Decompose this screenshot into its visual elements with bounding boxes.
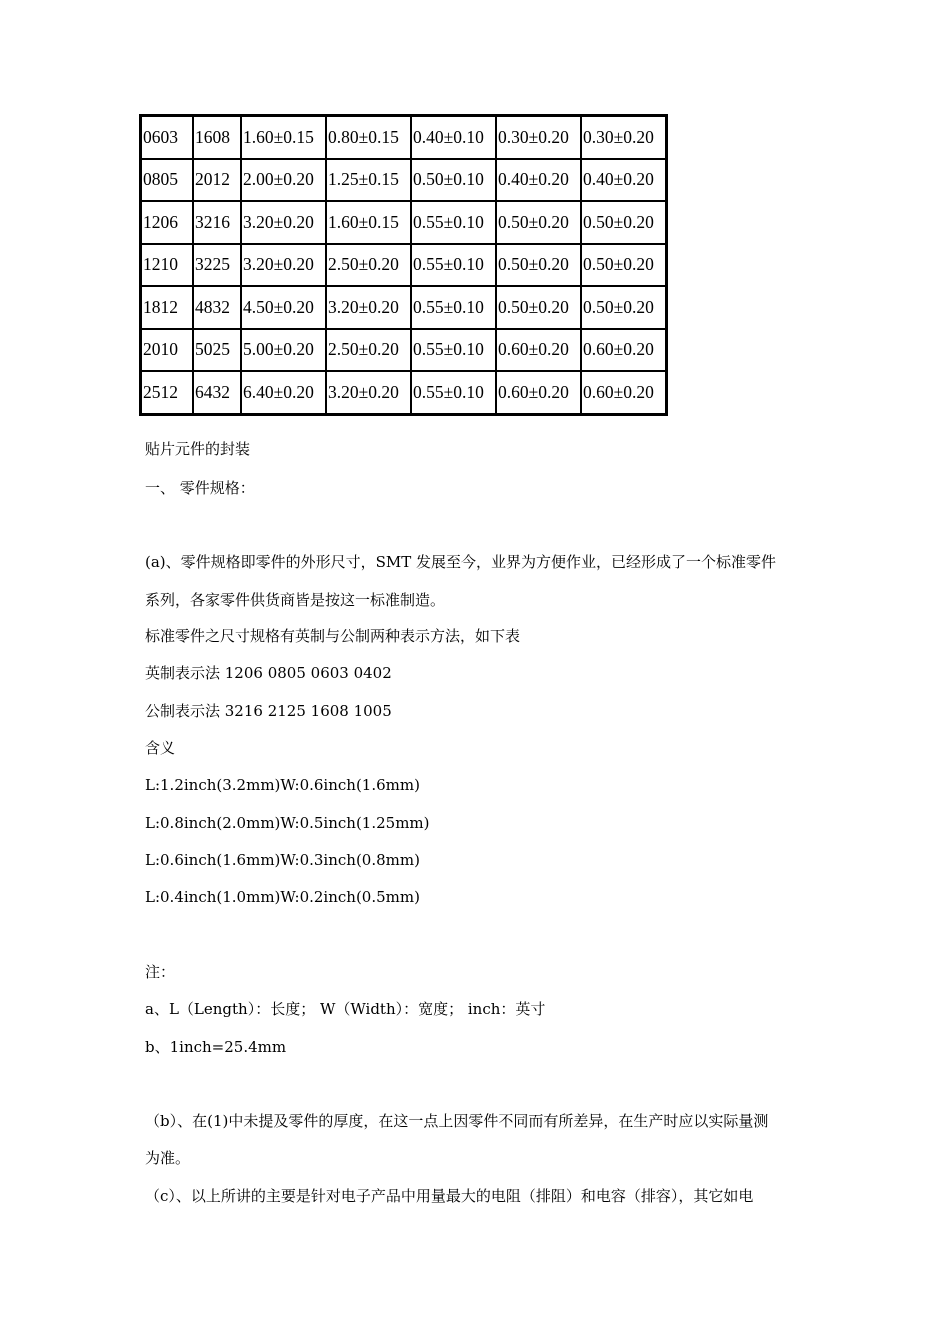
table-cell: 0.60±0.20 xyxy=(496,371,581,414)
table-cell: 6.40±0.20 xyxy=(241,371,326,414)
table-row xyxy=(141,201,667,244)
table-row xyxy=(141,244,667,287)
table-cell: 1206 xyxy=(141,201,194,244)
dimension-1: L:1.2inch(3.2mm)W:0.6inch(1.6mm) xyxy=(145,776,420,794)
table-body xyxy=(141,116,667,415)
table-cell: 4832 xyxy=(193,286,241,329)
table-cell: 0.40±0.10 xyxy=(411,116,496,159)
standard-intro: 标准零件之尺寸规格有英制与公制两种表示方法，如下表 xyxy=(145,627,521,645)
dimension-3: L:0.6inch(1.6mm)W:0.3inch(0.8mm) xyxy=(145,851,420,869)
table-cell: 0.50±0.20 xyxy=(496,201,581,244)
section-title: 一、 零件规格： xyxy=(145,479,255,497)
imperial-notation: 英制表示法 1206 0805 0603 0402 xyxy=(145,664,392,682)
table-row xyxy=(141,116,667,159)
table-cell: 2.50±0.20 xyxy=(326,329,411,372)
table-cell: 0.40±0.20 xyxy=(581,159,667,202)
table-cell: 4.50±0.20 xyxy=(241,286,326,329)
dimension-2: L:0.8inch(2.0mm)W:0.5inch(1.25mm) xyxy=(145,814,430,832)
table-cell: 3225 xyxy=(193,244,241,287)
table-cell: 0.60±0.20 xyxy=(581,329,667,372)
table-cell: 0.50±0.20 xyxy=(581,201,667,244)
table-cell: 2.50±0.20 xyxy=(326,244,411,287)
table-row xyxy=(141,329,667,372)
page-heading: 贴片元件的封装 xyxy=(145,440,251,458)
table-cell: 0.30±0.20 xyxy=(581,116,667,159)
paragraph-a-line1: (a)、零件规格即零件的外形尺寸，SMT 发展至今，业界为方便作业，已经形成了一个标准零件 xyxy=(145,553,777,571)
note-label: 注： xyxy=(145,963,176,981)
paragraph-b-line2: 为准。 xyxy=(145,1149,191,1167)
table-cell: 1.25±0.15 xyxy=(326,159,411,202)
table-row xyxy=(141,159,667,202)
table-cell: 0.40±0.20 xyxy=(496,159,581,202)
table-cell: 3.20±0.20 xyxy=(326,286,411,329)
table-cell: 0.55±0.10 xyxy=(411,244,496,287)
note-a: a、L（Length）：长度； W（Width）：宽度； inch：英寸 xyxy=(145,1000,546,1018)
table-cell: 3216 xyxy=(193,201,241,244)
table-cell: 0.55±0.10 xyxy=(411,286,496,329)
table-cell: 0.50±0.20 xyxy=(581,286,667,329)
paragraph-b-line1: （b）、在(1)中未提及零件的厚度，在这一点上因零件不同而有所差异，在生产时应以实际量测 xyxy=(145,1112,769,1130)
table-cell: 0.30±0.20 xyxy=(496,116,581,159)
table-cell: 0.80±0.15 xyxy=(326,116,411,159)
table-cell: 0.60±0.20 xyxy=(581,371,667,414)
table-cell: 0.50±0.20 xyxy=(581,244,667,287)
table-cell: 3.20±0.20 xyxy=(241,201,326,244)
table-cell: 0.50±0.20 xyxy=(496,286,581,329)
note-b: b、1inch=25.4mm xyxy=(145,1038,287,1056)
table-cell: 1.60±0.15 xyxy=(241,116,326,159)
table-cell: 5.00±0.20 xyxy=(241,329,326,372)
table-cell: 1.60±0.15 xyxy=(326,201,411,244)
paragraph-a-line2: 系列，各家零件供货商皆是按这一标准制造。 xyxy=(145,591,446,609)
paragraph-c-line1: （c）、以上所讲的主要是针对电子产品中用量最大的电阻（排阻）和电容（排容），其它如电 xyxy=(145,1187,754,1205)
table-cell: 0.55±0.10 xyxy=(411,371,496,414)
table-cell: 0.50±0.20 xyxy=(496,244,581,287)
table-cell: 1210 xyxy=(141,244,194,287)
table-cell: 1812 xyxy=(141,286,194,329)
metric-notation: 公制表示法 3216 2125 1608 1005 xyxy=(145,702,392,720)
table-cell: 1608 xyxy=(193,116,241,159)
dimension-4: L:0.4inch(1.0mm)W:0.2inch(0.5mm) xyxy=(145,888,420,906)
meaning-label: 含义 xyxy=(145,739,176,757)
table-cell: 3.20±0.20 xyxy=(326,371,411,414)
table-cell: 6432 xyxy=(193,371,241,414)
table-row xyxy=(141,371,667,414)
table-cell: 3.20±0.20 xyxy=(241,244,326,287)
table-cell: 0.60±0.20 xyxy=(496,329,581,372)
table-row xyxy=(141,286,667,329)
table-cell: 0.55±0.10 xyxy=(411,201,496,244)
table-cell: 2012 xyxy=(193,159,241,202)
table-cell: 2010 xyxy=(141,329,194,372)
table-cell: 0603 xyxy=(141,116,194,159)
table-cell: 0.55±0.10 xyxy=(411,329,496,372)
table-cell: 0805 xyxy=(141,159,194,202)
table-cell: 2512 xyxy=(141,371,194,414)
component-size-table xyxy=(139,114,668,416)
table-cell: 5025 xyxy=(193,329,241,372)
table-cell: 2.00±0.20 xyxy=(241,159,326,202)
table-cell: 0.50±0.10 xyxy=(411,159,496,202)
